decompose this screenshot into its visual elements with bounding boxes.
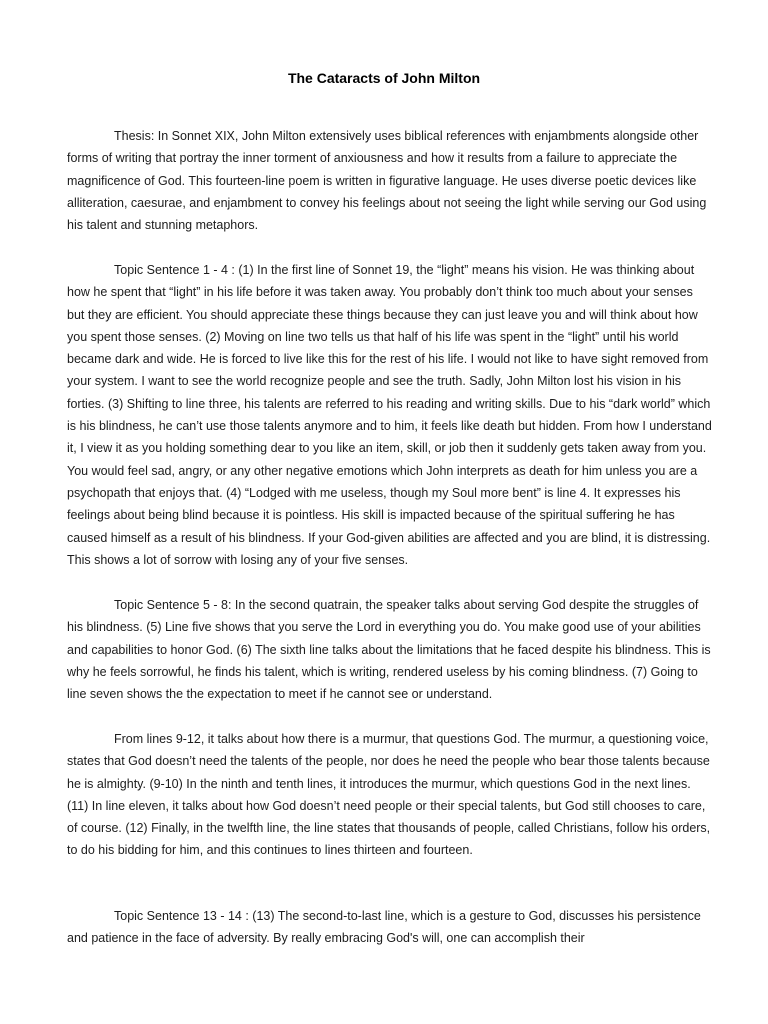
topic-sentence-1-4-paragraph: Topic Sentence 1 - 4 : (1) In the first line of Sonnet 19, the “light” means his vision. He was thinking about how he spent that “light” in his life before it was taken away. You probably don’t think too much about your senses but they are efficient. You should appreciate these things because they can just leave you and will think about how you spent those senses. (2) Moving on line two tells us that half of his life was spent in the “light” until his world became dark and wide. He is forced to live like this for the rest of his life. I would not like to have sight removed from your system. I want to see the world recognize people and see the truth. Sadly, John Milton lost his vision in his forties. (3) Shifting to line three, his talents are referred to his reading and writing skills. Due to his “dark world” which is his blindness, he can’t use those talents anymore and to him, it feels like death but hidden. From how I understand it, I view it as you holding something dear to you like an item, skill, or job then it suddenly gets taken away from you. You would feel sad, angry, or any other negative emotions which John interprets as death for him unless you are a psychopath that enjoys that. (4) “Lodged with me useless, though my Soul more bent” is line 4. It expresses his feelings about being blind because it is pointless. His skill is impacted because of the spiritual suffering he has caused himself as a result of his blindness. If your God-given abilities are affected and you are blind, it is distressing. This shows a lot of sorrow with losing any of your five senses. xyxy=(67,263,712,567)
lines-9-12-paragraph: From lines 9-12, it talks about how there is a murmur, that questions God. The murmur, a questioning voice, states that God doesn’t need the talents of the people, nor does he need the people who bear those talents because he is almighty. (9-10) In the ninth and tenth lines, it introduces the murmur, which questions God in the next lines. (11) In line eleven, it talks about how God doesn’t need people or their special talents, but God still chooses to care, of course. (12) Finally, in the twelfth line, the line states that thousands of people, called Christians, follow his orders, to do his bidding for him, and this continues to lines thirteen and fourteen. xyxy=(67,732,711,858)
thesis-paragraph: Thesis: In Sonnet XIX, John Milton extensively uses biblical references with enjambments alongside other forms of writing that portray the inner torment of anxiousness and how it results from a failure to appreciate the magnificence of God. This fourteen-line poem is written in figurative language. He uses diverse poetic devices like alliteration, caesurae, and enjambment to convey his feelings about not seeing the light while serving our God using his talent and stunning metaphors. xyxy=(67,129,707,233)
topic-sentence-13-14-paragraph: Topic Sentence 13 - 14 : (13) The second-to-last line, which is a gesture to God, discusses his persistence and patience in the face of adversity. By really embracing God's will, one can accomplish their xyxy=(67,909,701,946)
document-title: The Cataracts of John Milton xyxy=(287,70,481,86)
topic-sentence-5-8-paragraph: Topic Sentence 5 - 8: In the second quatrain, the speaker talks about serving God despite the struggles of his blindness. (5) Line five shows that you serve the Lord in everything you do. You make good use of your abilities and capabilities to honor God. (6) The sixth line talks about the limitations that he faced despite his blindness. This is why he feels sorrowful, he finds his talent, which is writing, rendered useless by his coming blindness. (7) Going to line seven shows the the expectation to meet if he cannot see or understand. xyxy=(67,598,711,702)
